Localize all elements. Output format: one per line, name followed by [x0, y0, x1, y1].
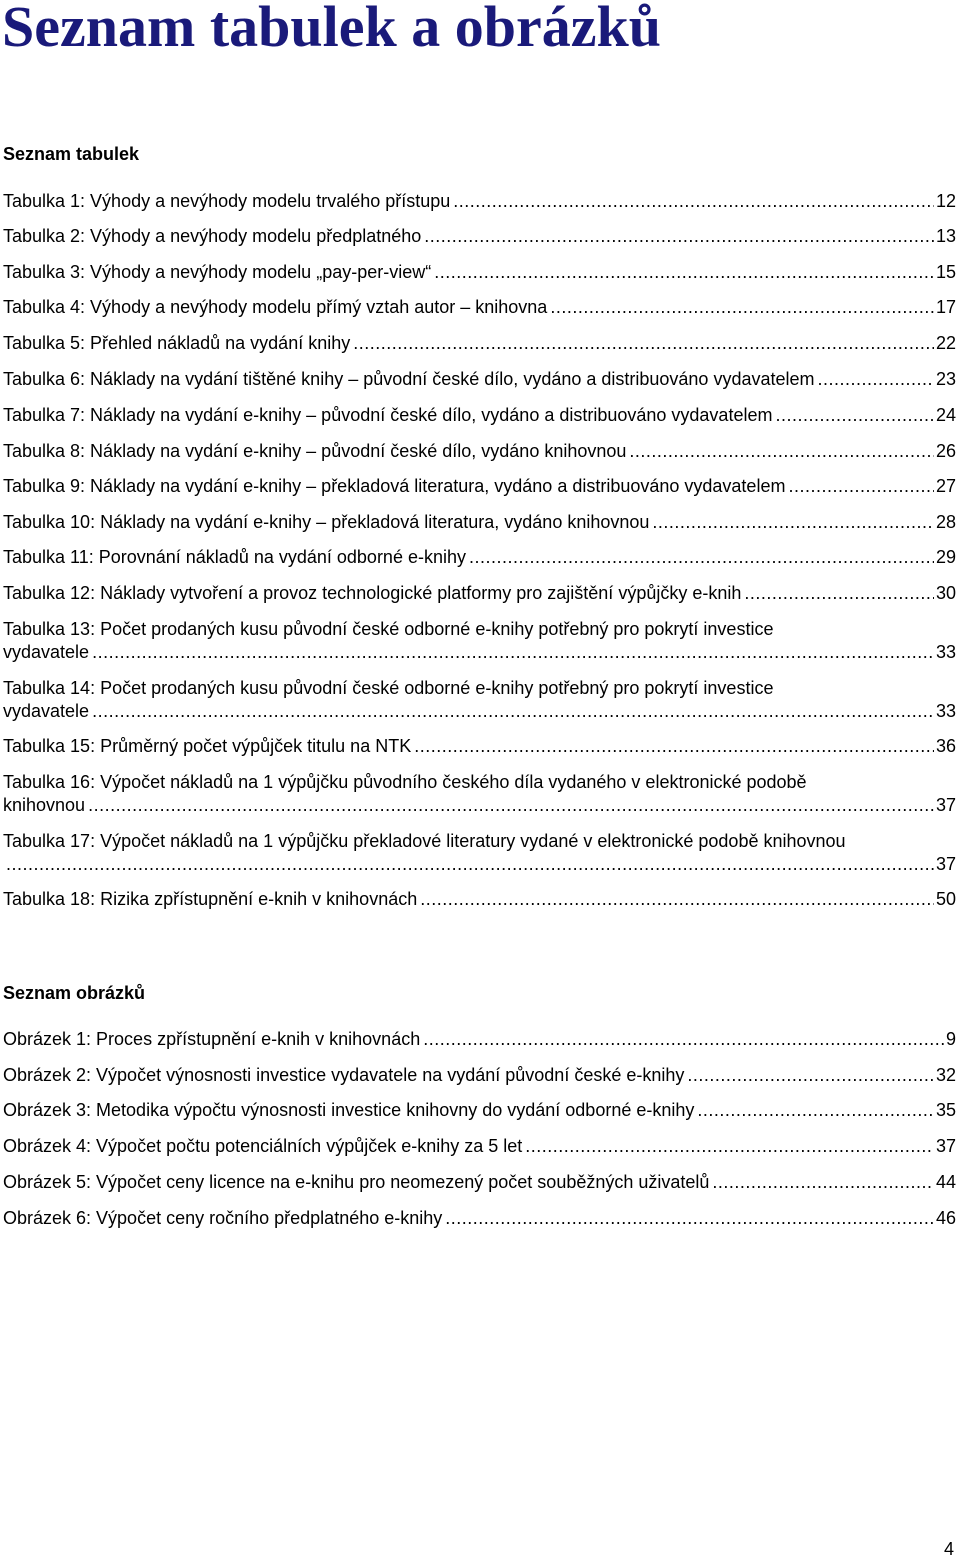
toc-entry-page-number: 37 — [935, 854, 956, 874]
toc-entry[interactable] — [3, 888, 956, 911]
dot-leader — [434, 261, 934, 284]
toc-entry-page-number: 22 — [935, 333, 956, 353]
toc-entry-label: Obrázek 5: Výpočet ceny licence na e-knihu pro neomezený počet souběžných uživatelů — [3, 1172, 710, 1192]
toc-entry-label: Obrázek 4: Výpočet počtu potenciálních výpůjček e-knihy za 5 let — [3, 1136, 523, 1156]
toc-entry[interactable] — [3, 830, 956, 876]
dot-leader — [92, 700, 934, 723]
toc-entry[interactable] — [3, 546, 956, 569]
toc-entry-page-number: 33 — [935, 642, 956, 662]
dot-leader — [629, 440, 934, 463]
toc-entry-label: Tabulka 4: Výhody a nevýhody modelu přímý vztah autor – knihovna — [3, 297, 548, 317]
toc-entry-label: vydavatele — [3, 642, 90, 662]
toc-entry-title-line: Tabulka 17: Výpočet nákladů na 1 výpůjčku překladové literatury vydané v elektronické podobě knihovnou — [3, 831, 846, 851]
dot-leader — [469, 546, 934, 569]
toc-entry-label: Tabulka 8: Náklady na vydání e-knihy – původní české dílo, vydáno knihovnou — [3, 441, 627, 461]
toc-entry[interactable] — [3, 1064, 956, 1087]
dot-leader — [92, 641, 934, 664]
toc-entry[interactable] — [3, 225, 956, 248]
dot-leader — [88, 794, 934, 817]
toc-entry-page-number: 29 — [935, 547, 956, 567]
dot-leader — [420, 888, 934, 911]
figures-heading: Seznam obrázků — [3, 983, 146, 1003]
dot-leader — [424, 225, 934, 248]
dot-leader — [697, 1099, 934, 1122]
toc-entry-label: Tabulka 15: Průměrný počet výpůjček titulu na NTK — [3, 736, 412, 756]
toc-entry-page-number: 32 — [935, 1065, 956, 1085]
toc-entry-label: knihovnou — [3, 795, 86, 815]
toc-entry-page-number: 12 — [935, 191, 956, 211]
toc-entry-page-number: 24 — [935, 405, 956, 425]
toc-entry[interactable] — [3, 1135, 956, 1158]
toc-entry[interactable] — [3, 332, 956, 355]
toc-entry-page-number: 13 — [935, 226, 956, 246]
toc-entry-label: Tabulka 10: Náklady na vydání e-knihy – překladová literatura, vydáno knihovnou — [3, 512, 650, 532]
toc-entry-page-number: 33 — [935, 701, 956, 721]
toc-entry[interactable] — [3, 1099, 956, 1122]
toc-entry-label: Tabulka 12: Náklady vytvoření a provoz technologické platformy pro zajištění výpůjčky e-knih — [3, 583, 742, 603]
dot-leader — [423, 1028, 944, 1051]
toc-entry[interactable] — [3, 735, 956, 758]
dot-leader — [788, 475, 934, 498]
dot-leader — [453, 190, 934, 213]
toc-entry[interactable] — [3, 404, 956, 427]
dot-leader — [414, 735, 934, 758]
toc-entry-label: Tabulka 7: Náklady na vydání e-knihy – původní české dílo, vydáno a distribuováno vydavatelem — [3, 405, 773, 425]
toc-entry-label: Obrázek 3: Metodika výpočtu výnosnosti investice knihovny do vydání odborné e-knihy — [3, 1100, 695, 1120]
toc-entry[interactable] — [3, 1207, 956, 1230]
toc-entry[interactable] — [3, 440, 956, 463]
toc-entry-page-number: 9 — [945, 1029, 956, 1049]
toc-entry-label: Obrázek 1: Proces zpřístupnění e-knih v knihovnách — [3, 1029, 421, 1049]
dot-leader — [550, 296, 934, 319]
tables-heading: Seznam tabulek — [3, 144, 140, 164]
toc-entry[interactable] — [3, 677, 956, 723]
page-number: 4 — [943, 1539, 954, 1559]
toc-entry-page-number: 17 — [935, 297, 956, 317]
dot-leader — [712, 1171, 934, 1194]
toc-entry-page-number: 50 — [935, 889, 956, 909]
toc-entry-page-number: 23 — [935, 369, 956, 389]
toc-entry-page-number: 37 — [935, 795, 956, 815]
toc-entry-label: Tabulka 2: Výhody a nevýhody modelu předplatného — [3, 226, 422, 246]
toc-entry-page-number: 35 — [935, 1100, 956, 1120]
toc-entry-label: Tabulka 18: Rizika zpřístupnění e-knih v knihovnách — [3, 889, 418, 909]
toc-entry-title-line: Tabulka 16: Výpočet nákladů na 1 výpůjčku původního českého díla vydaného v elektronické podobě — [3, 772, 807, 792]
dot-leader — [687, 1064, 934, 1087]
toc-entry[interactable] — [3, 511, 956, 534]
toc-entry-page-number: 28 — [935, 512, 956, 532]
toc-entry-title-line: Tabulka 14: Počet prodaných kusu původní české odborné e-knihy potřebný pro pokrytí investice — [3, 678, 774, 698]
toc-entry[interactable] — [3, 1171, 956, 1194]
toc-entry[interactable] — [3, 368, 956, 391]
toc-entry[interactable] — [3, 771, 956, 817]
toc-entry-label: Tabulka 6: Náklady na vydání tištěné knihy – původní české dílo, vydáno a distribuováno vydavatelem — [3, 369, 815, 389]
dot-leader — [744, 582, 934, 605]
dot-leader — [525, 1135, 934, 1158]
toc-entry[interactable] — [3, 1028, 956, 1051]
dot-leader — [775, 404, 934, 427]
toc-entry[interactable] — [3, 475, 956, 498]
toc-entry-label: Tabulka 11: Porovnání nákladů na vydání odborné e-knihy — [3, 547, 466, 567]
toc-entry[interactable] — [3, 190, 956, 213]
dot-leader — [818, 368, 934, 391]
toc-entry[interactable] — [3, 261, 956, 284]
toc-entry-page-number: 44 — [935, 1172, 956, 1192]
toc-entry-label: Tabulka 1: Výhody a nevýhody modelu trvalého přístupu — [3, 191, 451, 211]
page-title: Seznam tabulek a obrázků — [2, 0, 662, 59]
toc-entry-page-number: 27 — [935, 476, 956, 496]
toc-entry-page-number: 46 — [935, 1208, 956, 1228]
toc-entry-label: Tabulka 5: Přehled nákladů na vydání knihy — [3, 333, 351, 353]
dot-leader — [652, 511, 934, 534]
toc-entry[interactable] — [3, 296, 956, 319]
toc-entry[interactable] — [3, 618, 956, 664]
toc-entry-page-number: 30 — [935, 583, 956, 603]
toc-entry-page-number: 36 — [935, 736, 956, 756]
toc-entry-label: vydavatele — [3, 701, 90, 721]
toc-entry-page-number: 15 — [935, 262, 956, 282]
dot-leader — [445, 1207, 934, 1230]
toc-entry-page-number: 26 — [935, 441, 956, 461]
dot-leader — [353, 332, 934, 355]
toc-entry-title-line: Tabulka 13: Počet prodaných kusu původní české odborné e-knihy potřebný pro pokrytí investice — [3, 619, 774, 639]
toc-entry-label: Tabulka 3: Výhody a nevýhody modelu „pay-per-view“ — [3, 262, 432, 282]
toc-entry[interactable] — [3, 582, 956, 605]
toc-entry-page-number: 37 — [935, 1136, 956, 1156]
toc-entry-label: Tabulka 9: Náklady na vydání e-knihy – překladová literatura, vydáno a distribuováno vydavatelem — [3, 476, 786, 496]
dot-leader — [6, 853, 934, 876]
toc-entry-label: Obrázek 2: Výpočet výnosnosti investice vydavatele na vydání původní české e-knihy — [3, 1065, 685, 1085]
toc-entry-label: Obrázek 6: Výpočet ceny ročního předplatného e-knihy — [3, 1208, 443, 1228]
